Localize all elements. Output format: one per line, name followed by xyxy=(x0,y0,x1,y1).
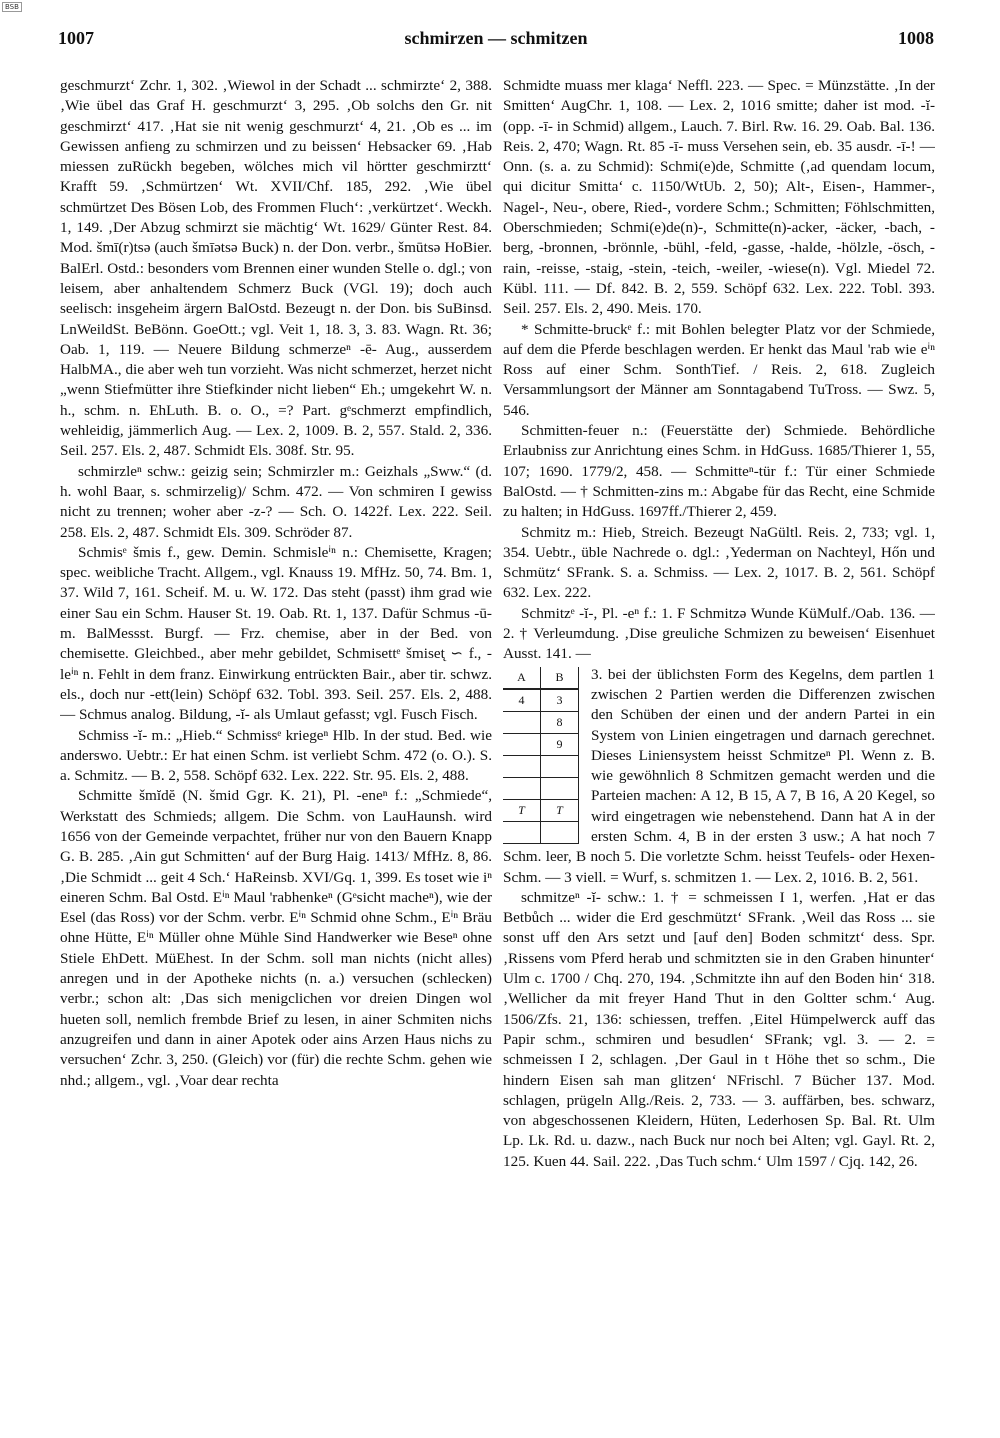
library-stamp: BSB xyxy=(2,2,22,12)
figure-cell xyxy=(540,777,578,799)
left-column xyxy=(60,76,492,1421)
entry-schmitze-sense-3: 3. bei der üblichsten Form des Kegelns, dem partlen 1 zwischen 2 Partien werden die Differenzen zwischen den Schüben der einen und der andern Partei in ein System von Linien eingetragen und darnach gerechnet. Dieses Liniensystem heisst Schmitzeⁿ Pl. Wenn z. B. wie gewöhnlich 8 Schmitzen gemacht werden und die Parteien machen: A 12, B 15, A 7, B 16, A 20 Kegel, so wird eingetragen wie nebenstehend. Dann hat A in der ersten Schm. 4, B in der ersten 3 usw.; A hat noch 7 Schm. leer, B noch 5. Die vorletzte Schm. heisst Teufels- oder Hexen-Schm. — 3 viell. = Wurf, s. schmitzen 1. — Lex. 2, 1016. B. 2, 561. xyxy=(503,665,935,886)
entry-schmitte: Schmitte šmĭdĕ (N. šmid Ggr. K. 21), Pl. -eneⁿ f.: „Schmiede“, Werkstatt des Schmieds; allgem. Die Schm. von LauHaunsh. wird 1656 von der Gemeinde verpachtet, früher nur von den Bauern Knapp G. B. 285. ‚Ain gut Schmitten‘ auf der Burg Haig. 1413/ MfHz. 8, 86. ‚Die Schmidt ... geit 4 Sch.‘ HaReinsb. XVI/Gq. 1, 399. Es toset wie iⁿ eineren Schm. Bal Ostd. Eⁱⁿ Maul 'rabhenkeⁿ (Gᵉsicht macheⁿ), wie der Esel (das Ross) vor der Schm. verbr. Eⁱⁿ Schmid ohne Schm., Eⁱⁿ Bräu ohne Hütte, Eⁱⁿ Müller ohne Mühle Sind Handwerker wie Beseⁿ ohne Stiele EhDett. MüEhest. In der Schm. soll man nichts (nicht alles) anregen und in der Apotheke nichts (n. a.) versuchen (schlecken) verbr.; schon alt: ‚Das sich menigclichen vor dreien Dingen wol hueten soll, nemlich frembde Brief zu lesen, in ainer Schmiten nichs anzugreifen und dann in ainer Apotek oder ains Arzen Haus nichs zu versuchen‘ Zchr. 3, 250. (Gleich) vor (für) die rechte Schm. gehen wie nhd.; allgem., vgl. ‚Voar dear rechta xyxy=(60,787,492,1089)
figure-row xyxy=(503,667,579,689)
page-number-left: 1007 xyxy=(58,28,94,48)
figure-row xyxy=(503,799,579,821)
entry-schmitte-cont: Schmidte muass mer klaga‘ Neffl. 223. — Spec. = Münzstätte. ‚In der Smitten‘ AugChr. 1, 108. — Lex. 2, 1016 smitte; daher ist mod. -ĭ- (opp. -ī- in Schmid) allgem., Lauch. 7. Birl. Rw. 16. 29. Oab. Bal. 136. Reis. 2, 470; Wagn. Rt. 85 -ī- muss Versehen sein, eb. 35 ausdr. -ī-! — Onn. (s. a. zu Schmid): Schmi(e)de, Schmitte (‚ad quendam locum, qui dicitur Smitta‘ c. 1150/WtUb. 2, 50); Alt-, Eisen-, Hammer-, Nagel-, Neu-, obere, Ried-, vordere Schm.; Schmitten; Föhlschmitten, Oberschmieden; Schmi(e)de(n)-, Schmitte(n)-acker, -äcker, -bach, -berg, -bronnen, -brönnle, -bühl, -feld, -gasse, -halde, -hölzle, -ösch, -rain, -reisse, -staig, -stein, -teich, -weiler, -wiese(n). Vgl. Miedel 72. Kübl. 111. — Df. 842. B. 2, 559. Schöpf 632. Lex. 222. Tobl. 393. Seil. 257. Els. 2, 490. Meis. 170. xyxy=(503,77,935,318)
running-head: schmirzen — schmitzen xyxy=(404,28,588,48)
figure-row xyxy=(503,755,579,777)
entry-schmitte-brucke: * Schmitte-bruckᵉ f.: mit Bohlen belegter Platz vor der Schmiede, auf dem die Pferde beschlagen werden. Er henkt das Maul 'rab wie eⁱⁿ Ross auf einer Schm. SonthTief. / Reis. 2, 618. Zugleich Versammlungsort der Männer am Sonntagabend TuTross. — Swz. 5, 546. xyxy=(503,320,935,419)
figure-row xyxy=(503,689,579,712)
entry-schmise: Schmisᵉ šmis f., gew. Demin. Schmisleⁱⁿ n.: Chemisette, Kragen; spec. weibliche Tracht. Allgem., vgl. Knauss 19. MfHz. 50, 74. Bm. 1, 37. Wild 7, 161. Scheif. M. u. W. 172. Das steht (passt) ihm grad wie einer Sau ein Schm. Hauser St. 19. Oab. Rt. 1, 137. Dafür Schmus -ū- m. BalMessst. Burgf. — Frz. chemise, aber in der Bed. von chemisette. Gleichbed., aber mehr gebildet, Schmisettᵉ šmiset̨ ∽ f., -leⁱⁿ n. Fehlt in dem franz. Einwirkung entrückten Bair., aber tir. schwz. els., doch nur -ett(lein) Schöpf 632. Tobl. 393. Seil. 257. Els. 2, 488. — Schmus analog. Bildung, -ĭ- als Umlaut gefasst; vgl. Fusch Fisch. xyxy=(60,543,492,724)
figure-cell: 9 xyxy=(540,733,578,755)
entry-schmitten-feuer: Schmitten-feuer n.: (Feuerstätte der) Schmiede. Behördliche Erlaubniss zur Anrichtung eines Schm. in HdGuss. 1685/Thierer 1, 55, 107; 1690. 1779/2, 458. — Schmitteⁿ-tür f.: Tür einer Schmiede BalOstd. — † Schmitten-zins m.: Abgabe für das Recht, eine Schmide zu halten; in HdGuss. 1697ff./Thierer 2, 459. xyxy=(503,422,935,521)
figure-row xyxy=(503,733,579,755)
figure-cell: 4 xyxy=(503,689,540,712)
figure-cell xyxy=(540,755,578,777)
figure-row xyxy=(503,777,579,799)
figure-cell: 8 xyxy=(540,711,578,733)
entry-schmiss: Schmiss -ĭ- m.: „Hieb.“ Schmissᵉ kriegeⁿ Hlb. In der stud. Bed. wie anderswo. Uebtr.: Er hat einen Schm. ist verliebt Schm. 472 (o. O.). S. a. Schmitz. — B. 2, 558. Schöpf 632. Lex. 222. Str. 95. Els. 2, 488. xyxy=(60,726,492,785)
figure-cell xyxy=(503,711,540,733)
figure-cell: A xyxy=(503,667,540,689)
figure-row xyxy=(503,711,579,733)
entry-schmitze: Schmitzᵉ -ĭ-, Pl. -eⁿ f.: 1. F Schmitzə Wunde KüMulf./Oab. 136. — 2. † Verleumdung. ‚Dise greuliche Schmizen zu beweisen‘ Eisenhuet Ausst. 141. — xyxy=(503,604,935,663)
figure-cell: 3 xyxy=(540,689,578,712)
entry-schmitz: Schmitz m.: Hieb, Streich. Bezeugt NaGültl. Reis. 2, 733; vgl. 1, 354. Uebtr., üble Nachrede o. dgl.: ‚Yederman on Nachteyl, Hőn und Schmütz‘ SFrank. S. a. Schmiss. — Lex. 2, 1017. B. 2, 561. Schöpf 632. Lex. 222. xyxy=(503,523,935,602)
entry-schmirzlen: schmirzleⁿ schw.: geizig sein; Schmirzler m.: Geizhals „Sww.“ (d. h. wohl Baar, s. schmirzelig)/ Schm. 472. — Von schmiren I gewiss nicht zu trennen; woher aber -z-? — Sch. O. 1422f. Lex. 222. Seil. 258. Els. 2, 487. Schmidt Els. 309. Schröder 87. xyxy=(60,462,492,541)
figure-cell: B xyxy=(540,667,578,689)
entry-schmitzen: schmitzeⁿ -ĭ- schw.: 1. † = schmeissen I 1, werfen. ‚Hat er das Betbůch ... wider die Erd geschmützt‘ SFrank. ‚Weil das Ross ... sie sonst uff den Ars setzt und [auf den] Boden schmitzt‘ dess. Spr. ‚Rissens vom Pferd herab und schmitzten sie in den Graben hinunter‘ Ulm c. 1700 / Chq. 270, 194. ‚Schmitzte ihn auf den Boden hin‘ 318. ‚Wellicher da mit freyer Hand Thut in den Goltter schm.‘ Aug. 1506/Zfs. 21, 136: schiessen, treffen. ‚Eitel Hümpelwerck auff das Papir schm., schmiren und besudlen‘ SFrank; vgl. 3. — 2. = schmeissen I 2, schlagen. ‚Der Gaul in t Höhe thet so schm., Die hindern Eisen sah man glitzen‘ NFrischl. 7 Bücher 137. Mod. schlagen, prügeln Allg./Reis. 2, 733. — 3. auffärben, bes. schwarz, von abgeschossenen Kleidern, Hüten, Lederhosen Sp. Bal. Rt. Ulm Lp. Lk. Rd. u. dazw., nach Buck nur noch bei Alten; vgl. Gayl. Rt. 2, 125. Kuen 44. Sail. 222. ‚Das Tuch schm.‘ Ulm 1597 / Cjq. 142, 26. xyxy=(503,888,935,1170)
figure-cell xyxy=(503,777,540,799)
kegel-scoring-figure xyxy=(503,667,579,844)
figure-cell xyxy=(503,733,540,755)
figure-cell: T xyxy=(540,799,578,821)
page-number-right: 1008 xyxy=(898,28,934,48)
figure-cell: T xyxy=(503,799,540,821)
entry-schmirzen-cont: geschmurzt‘ Zchr. 1, 302. ‚Wiewol in der Schadt ... schmirzte‘ 2, 388. ‚Wie übel das Graf H. geschmurzt‘ 3, 295. ‚Ob solchs den Gr. nit geschmirzt‘ 417. ‚Hat sie nit wenig geschmurzt‘ 4, 21. ‚Ob es ... im Gewissen anfieng zu schmirzen und zu beissen‘ Hebsacker 69. ‚Hab miessen zuRückh begeben, wölches mich vil hörtter geschmirztt‘ Krafft 59. ‚Schmürtzen‘ Wt. XVII/Chf. 185, 292. ‚Wie übel schmürtzet Des Bösen Lob, des Frommen Fluch‘: ‚verkürtzet‘. Weckh. 1, 149. ‚Der Abzug schmirzt sie mächtig‘ Wt. 1629/ Günter Rest. 84. Mod. šmī(r)tsə (auch šmīətsə Buck) n. der Don. verbr., šmūtsə HoBier. BalErl. Ostd.: besonders vom Brennen einer wunden Stelle o. dgl.; von leisem, aber anhaltendem Schmerz Buck (VGl. 19); doch auch seelisch: insgeheim ärgern BalOstd. Bezeugt n. der Don. bis SuBinsd. LnWeildSt. BeBönn. GoeOtt.; vgl. Veit 1, 18. 3, 3. 83. Wagn. Rt. 36; Oab. 1, 119. — Neuere Bildung schmerzeⁿ -ē- Aug., ausserdem HalbMA., die aber weh tun vorzieht. Was nicht schmerzet, herzet nicht „wenn Stiefmütter ihre Stiefkinder nicht lieben“ Eh.; umgekehrt W. n. h., schm. n. EhLuth. B. o. O., =? Part. gᵉschmerzt empfindlich, wehleidig, jämmerlich Aug. — Lex. 2, 1009. B. 2, 557. Stald. 2, 336. Seil. 257. Els. 2, 487. Schmidt Els. 308f. Str. 95. xyxy=(60,77,492,460)
figure-cell xyxy=(503,821,540,843)
figure-row xyxy=(503,821,579,843)
page-header xyxy=(58,28,934,54)
figure-cell xyxy=(540,821,578,843)
figure-cell xyxy=(503,755,540,777)
right-column xyxy=(503,76,935,1421)
